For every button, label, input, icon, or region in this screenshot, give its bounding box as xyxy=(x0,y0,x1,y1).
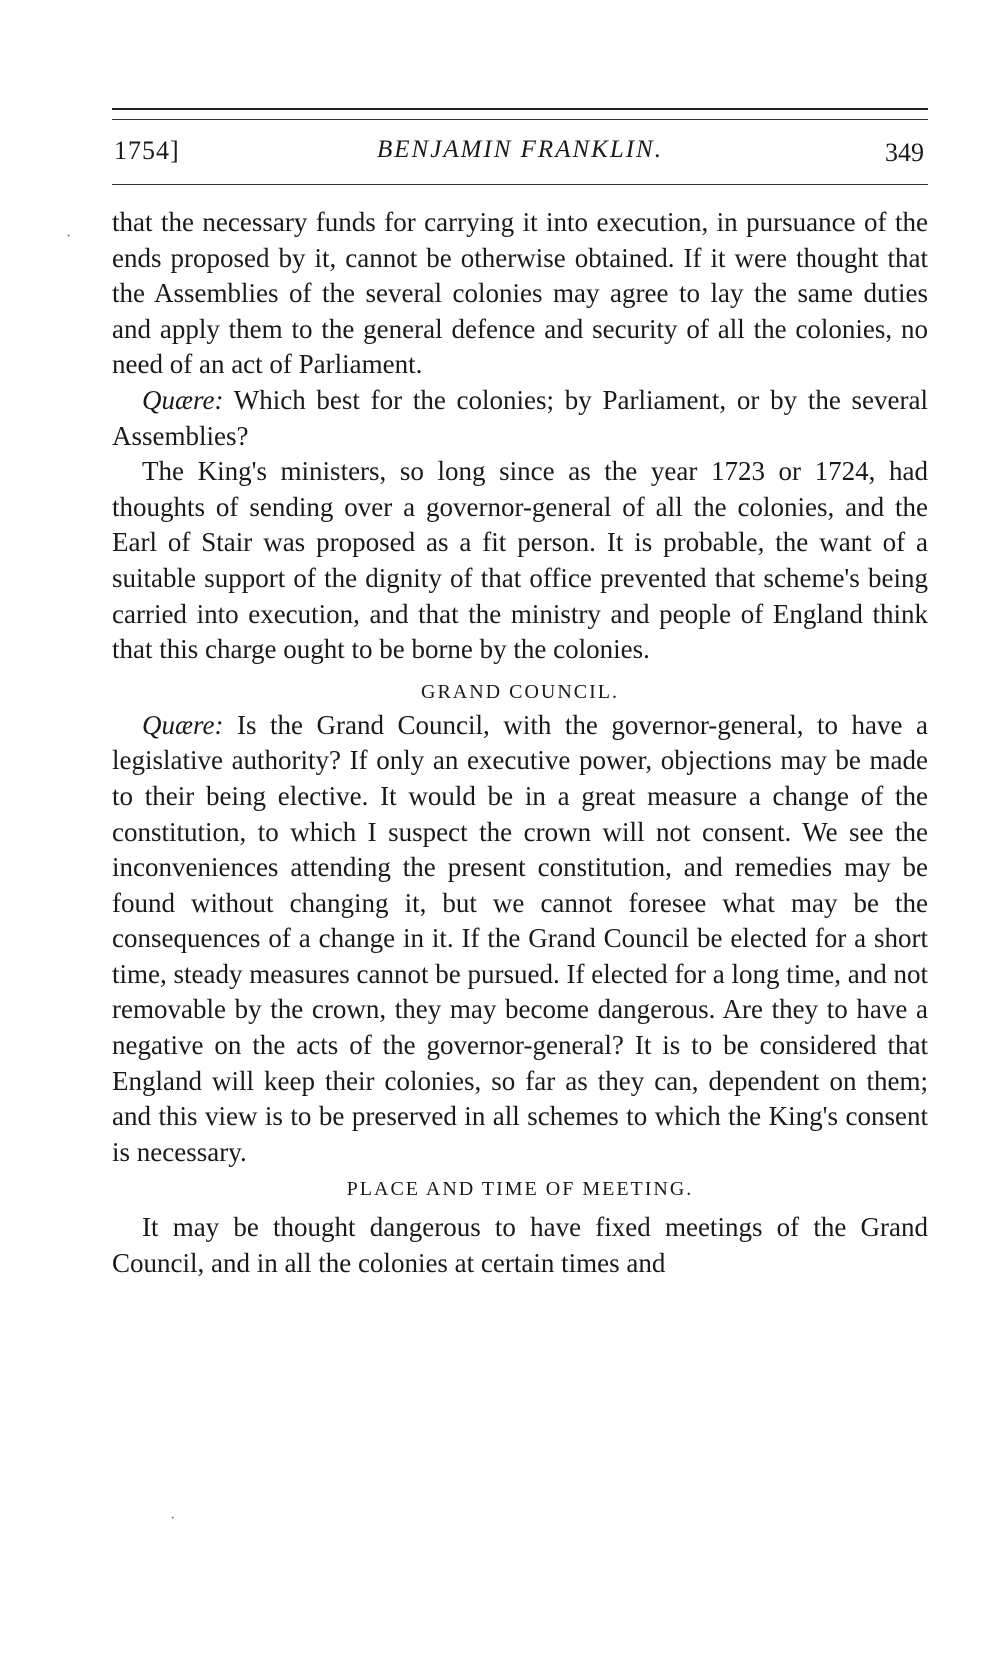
section-heading-place-time: PLACE AND TIME OF MEETING. xyxy=(346,1178,694,1201)
running-head-year: 1754] xyxy=(114,136,180,165)
header-rule-second xyxy=(112,119,928,120)
book-page xyxy=(112,100,928,1282)
margin-speck: · xyxy=(66,228,72,245)
paragraph-grand-council-text: Is the Grand Council, with the governor-general, to have a legislative authority? If only an executive power, objections may be made to their being elective. It would be in a great measure a change of the constitution, to which I suspect the crown will not consent. We see the inconveniences attending the present constitution, and remedies may be found without changing it, but we cannot foresee what may be the consequences of a change in it. If the Grand Council be elected for a short time, steady measures cannot be pursued. If elected for a long time, and not removable by the crown, they may become dangerous. Are they to have a negative on the acts of the governor-general? It is to be considered that England will keep their colonies, so far as they can, dependent on them; and this view is to be preserved in all schemes to which the King's consent is necessary. xyxy=(112,709,928,1167)
header-rule-bottom xyxy=(112,184,928,185)
paragraph-grand-council xyxy=(112,708,928,1171)
paragraph-3: The King's ministers, so long since as the year 1723 or 1724, had thoughts of sending over a governor-general of all the colonies, and the Earl of Stair was proposed as a fit person. It is probable, the want of a suitable support of the dignity of that office prevented that scheme's being carried into execution, and that the ministry and people of England think that this charge ought to be borne by the colonies. xyxy=(112,456,928,665)
body-text xyxy=(112,205,928,1282)
quaere-label: Quære: xyxy=(142,709,224,740)
page-number: 349 xyxy=(885,138,924,167)
running-head-title: BENJAMIN FRANKLIN. xyxy=(377,136,663,163)
running-head xyxy=(112,130,928,182)
paragraph-place-time: It may be thought dangerous to have fixed meetings of the Grand Council, and in all the colonies at certain times and xyxy=(112,1212,928,1279)
margin-speck: · xyxy=(170,1510,176,1527)
paragraph-1: that the necessary funds for carrying it into execution, in pursuance of the ends proposed by it, cannot be otherwise obtained. If it were thought that the Assemblies of the several colonies may agree to lay the same duties and apply them to the general defence and security of all the colonies, no need of an act of Parliament. xyxy=(112,207,928,380)
quaere-label: Quære: xyxy=(142,384,224,415)
paragraph-2 xyxy=(112,383,928,454)
header-rule-top xyxy=(112,108,928,110)
section-heading-grand-council: GRAND COUNCIL. xyxy=(421,680,619,703)
paragraph-2-text: Which best for the colonies; by Parliament, or by the several Assemblies? xyxy=(112,384,928,451)
